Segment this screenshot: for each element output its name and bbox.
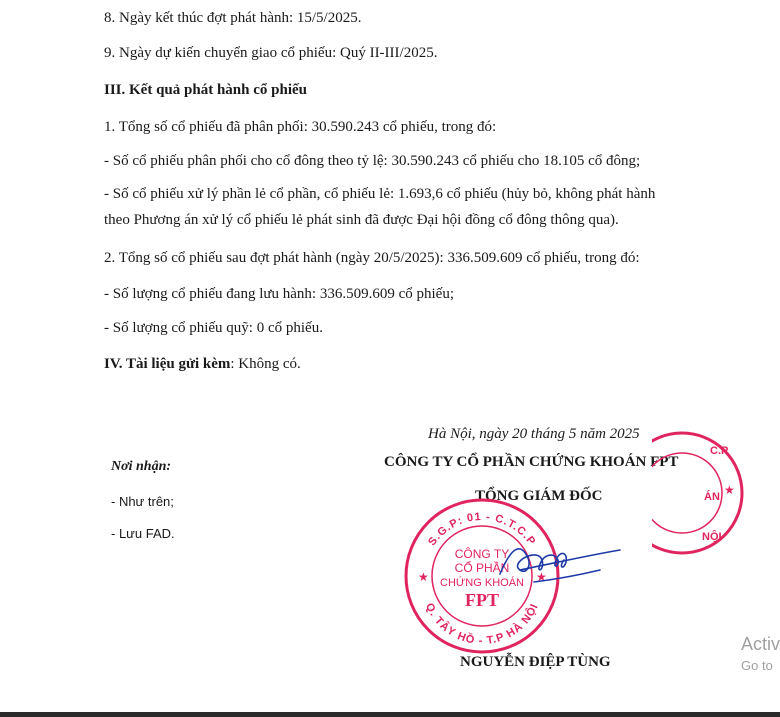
item-2-a: - Số lượng cổ phiếu đang lưu hành: 336.509.609 cổ phiếu; (104, 286, 454, 302)
section-4-title: IV. Tài liệu gửi kèm (104, 356, 231, 372)
seal-star-left: ★ (418, 570, 429, 584)
item-1-a: - Số cổ phiếu phân phối cho cổ đông theo tỷ lệ: 30.590.243 cổ phiếu cho 18.105 cổ đông; (104, 153, 641, 169)
seal-star-right: ★ (536, 570, 547, 584)
recipient-item-2: - Lưu FAD. (111, 526, 175, 541)
body-line-8: 8. Ngày kết thúc đợt phát hành: 15/5/2025. (104, 10, 362, 26)
activation-watermark-line2: Go to (741, 658, 773, 673)
body-line-9: 9. Ngày dự kiến chuyển giao cổ phiếu: Quý II-III/2025. (104, 45, 438, 61)
activation-watermark-line1: Activ (741, 634, 780, 654)
section-3-title: III. Kết quả phát hành cổ phiếu (104, 82, 307, 98)
seal-line-4: FPT (465, 590, 499, 610)
company-name: CÔNG TY CỔ PHẦN CHỨNG KHOÁN FPT (384, 454, 679, 470)
item-1: 1. Tổng số cổ phiếu đã phân phối: 30.590.243 cổ phiếu, trong đó: (104, 119, 497, 135)
seal-line-1: CÔNG TY (454, 547, 510, 561)
bottom-edge-bar (0, 712, 780, 717)
partial-seal-bottom: NỘI (702, 531, 722, 543)
partial-seal-star: ★ (724, 483, 735, 497)
partial-seal-middle: ÁN (704, 491, 720, 503)
section-4-value: : Không có. (230, 356, 301, 372)
seal-line-2: CỔ PHẦN (454, 561, 510, 575)
recipient-item-1: - Như trên; (111, 494, 174, 509)
seal-ring-top: S.G.P: 01 - C.T.C.P (426, 510, 538, 549)
item-1-b-line2: theo Phương án xử lý cổ phiếu lẻ phát sinh đã được Đại hội đồng cổ đông thông qua). (104, 212, 619, 228)
item-2-b: - Số lượng cổ phiếu quỹ: 0 cổ phiếu. (104, 320, 323, 336)
section-4 (104, 356, 301, 373)
item-1-b-line1: - Số cổ phiếu xử lý phần lẻ cổ phần, cổ phiếu lẻ: 1.693,6 cổ phiếu (hủy bỏ, không phát hành (104, 186, 656, 202)
seal-line-3: CHỨNG KHOÁN (440, 577, 524, 589)
partial-seal (652, 428, 752, 558)
item-2: 2. Tổng số cổ phiếu sau đợt phát hành (ngày 20/5/2025): 336.509.609 cổ phiếu, trong đó: (104, 250, 640, 266)
handwritten-signature (480, 530, 630, 590)
recipients-title: Nơi nhận: (111, 459, 172, 474)
seal-ring-bottom: Q. TÂY HỒ - T.P HÀ NỘI (422, 601, 541, 648)
signer-position: TỔNG GIÁM ĐỐC (475, 488, 603, 504)
place-date: Hà Nội, ngày 20 tháng 5 năm 2025 (428, 426, 640, 442)
signer-name: NGUYỄN ĐIỆP TÙNG (460, 654, 611, 670)
partial-seal-top: C.P (710, 445, 729, 457)
